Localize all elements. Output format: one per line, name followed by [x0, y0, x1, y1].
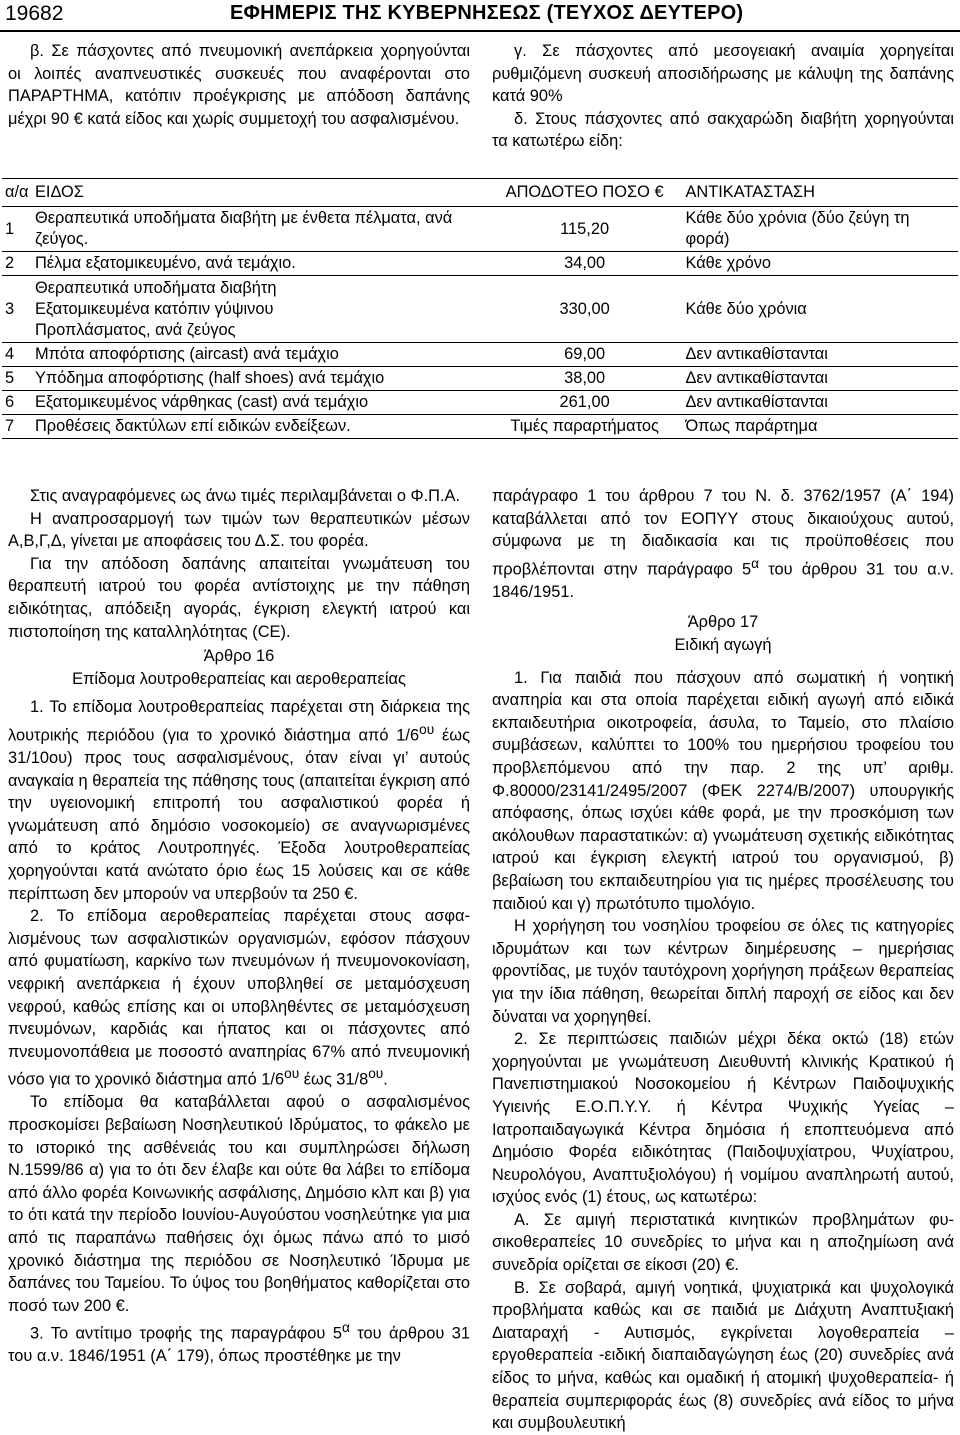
header-aa: α/α [2, 179, 32, 207]
row-replacement: Κάθε δύο χρόνια (δύο ζεύγη τη φορά) [682, 207, 958, 252]
row-amount: 261,00 [487, 391, 683, 415]
paragraph-vat-note: Στις αναγραφόμενες ως άνω τιμές περιλαμβάνεται ο Φ.Π.Α. [30, 487, 461, 505]
paragraph-art16-1: 1. Το επίδομα λουτροθεραπείας παρέχεται στη διάρκεια της λουτρικής περιόδου (για το χρονικό διάστημα από $1/6^{o\upsilon}$ έως 31/10ου) προς τους ασφαλισμένους, όταν είναι γι’ αυτούς αναγκαία η θεραπεία της πάθησης τους (απαιτείται έγκριση από την υγειονομική επιτροπή του ασφαλιστικού φορέα ή γνωμάτευση από δημόσιο νοσοκομείο) σε αναγνωρισμένες από το κράτος Λουτροπηγές. Έξοδα λουτροθεραπείας χορηγούνται κατά ανώτατο όριο έως 15 λούσεις και σε κάθε περίπτωση δεν μπορούν να υπερβούν τα 250 €. [8, 698, 471, 903]
top-left-column [8, 40, 470, 130]
table-row [2, 207, 958, 252]
paragraph-delta: δ. Στους πάσχοντες από σακχαρώδη διαβήτη χορηγούνται τα κατωτέρω είδη: [492, 109, 954, 151]
paragraph-continuation: παράγραφο 1 του άρθρου 7 του Ν. δ. 3762/1957 (Α΄ 194) καταβάλλεται από τον ΕΟΠΥΥ στους δικαιούχους αυτού, σύμφωνα με τη διαδικασία και τις προϋποθέσεις που προβλέπονται στην παράγραφο $5^\alpha$ του άρθρου 31 του α.ν. 1846/1951. [492, 487, 954, 601]
row-replacement: Δεν αντικαθίστανται [682, 343, 958, 367]
paragraph-beta: β. Σε πάσχοντες από πνευμονική ανεπάρκεια χορηγούνται οι λοιπές αναπνευστικές συσκευές που αναφέρονται στο ΠΑΡΑΡΤΗΜΑ, κατόπιν προέγκρισης με απόδοση δαπάνης μέχρι 90 € κατά είδος και χωρίς συμμετοχή του ασφαλισμένου. [8, 42, 470, 128]
row-description: Εξατομικευμένος νάρθηκας (cast) ανά τεμάχιο [32, 391, 487, 415]
article-16-title: Άρθρο 16 [203, 647, 275, 666]
page-number: 19682 [5, 2, 64, 25]
header-rule [0, 30, 960, 32]
paragraph-reimbursement-requirements: Για την απόδοση δαπάνης απαιτείται γνωμάτευση του θεραπευτή ιατρού του φορέα αντίστοιχης με την πάθηση ειδικότητας, απόδειξη αγοράς, έγκριση ελεγκτή ιατρού και πιστοποίηση της καταλληλότητας (CE). [8, 554, 470, 641]
article-17-subtitle: Ειδική αγωγή [674, 636, 772, 655]
diabetes-items-table [2, 178, 958, 439]
row-description: Θεραπευτικά υποδήματα διαβήτη με ένθετα πέλματα, ανά ζεύγος. [32, 207, 487, 252]
row-amount: 69,00 [487, 343, 683, 367]
row-replacement: Κάθε δύο χρόνια [682, 276, 958, 343]
article-17-title: Άρθρο 17 [687, 613, 759, 632]
row-amount: 38,00 [487, 367, 683, 391]
article-16-subtitle: Επίδομα λουτροθεραπείας και αεροθεραπείας [72, 669, 406, 688]
row-description-line: Εξατομικευμένα κατόπιν γύψινου [34, 299, 274, 318]
row-amount: 34,00 [487, 252, 683, 276]
row-description-line: Προπλάσματος, ανά ζεύγος [34, 320, 236, 339]
row-number: 3 [2, 276, 32, 343]
row-description: Πέλμα εξατομικευμένο, ανά τεμάχιο. [32, 252, 487, 276]
row-amount: 330,00 [487, 276, 683, 343]
paragraph-art16-allowance: Το επίδομα θα καταβάλλεται αφού ο ασφαλισμένος προσκομίσει βεβαίωση Νοσηλευτικού Ιδρύματος, το φάκελο με το ιστορικό της ασθένειάς του και συμπληρώσει δήλωση Ν.1599/86 α) για το ότι δεν έλαβε και ούτε θα λάβει το επίδομα από άλλο φορέα Κοινωνικής ασφάλισης, Δημόσιο κλπ και β) για το ότι κατά την περίοδο Ιουνίου-Αυγούστου νοσηλεύτηκε για μια από τις παραπάνω παθήσεις όχι όμως πάνω από το μισό χρονικό διάστημα της περιόδου σε Νοσηλευτικό Ίδρυμα με δαπάνες του Ταμείου. Το ύψος του βοηθήματος καθορίζεται στο ποσό των 200 €. [8, 1093, 470, 1315]
paragraph-price-adjustment: Η αναπροσαρμογή των τιμών των θεραπευτικών μέσων Α,Β,Γ,Δ, γίνεται με αποφάσεις του Δ.Σ. του φορέα. [8, 509, 470, 551]
row-number: 2 [2, 252, 32, 276]
row-description: Προθέσεις δακτύλων επί ειδικών ενδείξεων. [32, 415, 487, 439]
top-right-column [492, 40, 954, 153]
paragraph-art16-2: 2. Το επίδομα αεροθεραπείας παρέχεται στους ασφαλισμένους των ασφαλιστικών οργανισμών, εφόσον πάσχουν από φυματίωση, καρκίνο των πνευμόνων ή πνευμονοκονίαση, νεφρική ανεπάρκεια ή έχουν υποβληθεί σε μεταμόσχευση νεφρού, καθώς επίσης και οι υποβληθέντες σε μεταμόσχευση πνευμόνων, καρδιάς και ήπατος και οι πάσχοντες από πνευμονοπάθεια με ποσοστό αναπηρίας 67% από πνευμονική νόσο για το χρονικό διάστημα από $1/6^{o\upsilon}$ έως $31/8^{o\upsilon}$. [8, 907, 470, 1089]
bottom-right-column [492, 485, 954, 1435]
row-replacement: Κάθε χρόνο [682, 252, 958, 276]
table-row [2, 391, 958, 415]
row-number: 4 [2, 343, 32, 367]
paragraph-art17-B: Β. Σε σοβαρά, αμιγή νοητικά, ψυχιατρικά και ψυχολογικά προβλήματα καθώς και σε παιδιά με Διάχυτη Αναπτυξιακή Διαταραχή - Αυτισμός, εγκρίνεται λογοθεραπεία – εργοθεραπεία -ειδική διαπαιδαγώγηση έως (20) συνεδρίες ανά είδος το μήνα, καθώς και ομαδική ή ατομική ψυχοθεραπεία- ή θεραπεία συμπεριφοράς έως (8) συνεδρίες ανά είδος το μήνα και συμβουλευτική [492, 1278, 954, 1433]
row-number: 7 [2, 415, 32, 439]
row-replacement: Δεν αντικαθίστανται [682, 391, 958, 415]
table-row [2, 415, 958, 439]
header-item: ΕΙΔΟΣ [32, 179, 487, 207]
row-number: 1 [2, 207, 32, 252]
page-header [0, 0, 960, 32]
row-number: 5 [2, 367, 32, 391]
table-row [2, 276, 958, 343]
row-replacement: Δεν αντικαθίστανται [682, 367, 958, 391]
header-replacement: ΑΝΤΙΚΑΤΑΣΤΑΣΗ [682, 179, 958, 207]
gazette-title: ΕΦΗΜΕΡΙΣ ΤΗΣ ΚΥΒΕΡΝΗΣΕΩΣ (ΤΕΥΧΟΣ ΔΕΥΤΕΡΟ) [230, 2, 744, 24]
table-row [2, 252, 958, 276]
row-amount: 115,20 [487, 207, 683, 252]
paragraph-gamma: γ. Σε πάσχοντες από μεσογειακή αναιμία χορηγείται ρυθμιζόμενη συσκευή αποσιδήρωσης με κάλυψη της δαπάνης κατά 90% [492, 42, 954, 106]
row-description [32, 276, 487, 343]
paragraph-art17-2: 2. Σε περιπτώσεις παιδιών μέχρι δέκα οκτώ (18) ετών χορηγούνται με γνωμάτευση Διευθυντή κλινικής Κρατικού ή Πανεπιστημιακού Νοσοκομείου ή Κέντρων Παιδοψυχικής Υγιεινής Ε.Ο.Π.Υ.Υ. ή Κέντρα Ψυχικής Υγείας – Ιατροπαιδαγωγικά Κέντρα δημόσια ή εποπτευόμενα από Δημόσιο Φορέα ειδικότητας (Παιδοψυχίατρου, Ψυχίατρου, Νευρολόγου, Αναπτυξιολόγου) ή νομίμου αναπληρωτή αυτού, ισχύος ενός (1) έτους, ως κατωτέρω: [492, 1030, 954, 1207]
row-description: Μπότα αποφόρτισης (aircast) ανά τεμάχιο [32, 343, 487, 367]
paragraph-art17-A: Α. Σε αμιγή περιστατικά κινητικών προβλημάτων φυσικοθεραπείες 10 συνεδρίες το μήνα και η αποζημίωση ανά συνεδρία ορίζεται σε είκοσι (20) €. [492, 1210, 954, 1275]
paragraph-art17-1: 1. Για παιδιά που πάσχουν από σωματική ή νοητική αναπηρία και στα οποία παρέχεται ειδική αγωγή από ειδικά εκπαιδευτήρια οικοτροφεία, άσυλα, το Ταμείο, στο πλαίσιο συμβάσεων, καλύπτει το 100% του ημερήσιου τροφείου του προβλεπόμενου από την παρ. 2 της υπ’ αριθμ. Φ.80000/23141/2495/2007 (ΦΕΚ 2274/Β/2007) υπουργικής απόφασης, όπως ισχύει κάθε φορά, με την προσκόμιση των ακόλουθων παραστατικών: α) γνωμάτευση σχετικής ειδικότητας ιατρού και έγκριση ελεγκτή ιατρού του οργανισμού, β) βεβαίωση του εκπαιδευτηρίου για τις ημέρες προσέλευσης του παιδιού και γ) πρωτότυπο τιμολόγιο. [492, 668, 954, 913]
table-header-row [2, 179, 958, 207]
row-number: 6 [2, 391, 32, 415]
header-amount: ΑΠΟΔΟΤΕΟ ΠΟΣΟ € [487, 179, 683, 207]
table-row [2, 343, 958, 367]
paragraph-art17-boarding: Η χορήγηση του νοσηλίου τροφείου σε όλες τις κατηγορίες ιδρυμάτων και των κέντρων διημέρευσης – ημερήσιας φροντίδας, με τυχόν ταυτόχρονη χορήγηση πράξεων θεραπείας για την ίδια πάθηση, θεωρείται διπλή παροχή σε είδος και δεν δύναται να χορηγηθεί. [492, 917, 954, 1026]
paragraph-art16-3: 3. Το αντίτιμο τροφής της παραγράφου $5^\alpha$ του άρθρου 31 του α.ν. 1846/1951 (Α΄ 179), όπως προστέθηκε με την [8, 1320, 470, 1366]
row-replacement: Όπως παράρτημα [682, 415, 958, 439]
row-description: Υπόδημα αποφόρτισης (half shoes) ανά τεμάχιο [32, 367, 487, 391]
table-row [2, 367, 958, 391]
bottom-left-column [8, 485, 470, 1368]
row-amount: Τιμές παραρτήματος [487, 415, 683, 439]
row-description-line: Θεραπευτικά υποδήματα διαβήτη [34, 278, 277, 297]
